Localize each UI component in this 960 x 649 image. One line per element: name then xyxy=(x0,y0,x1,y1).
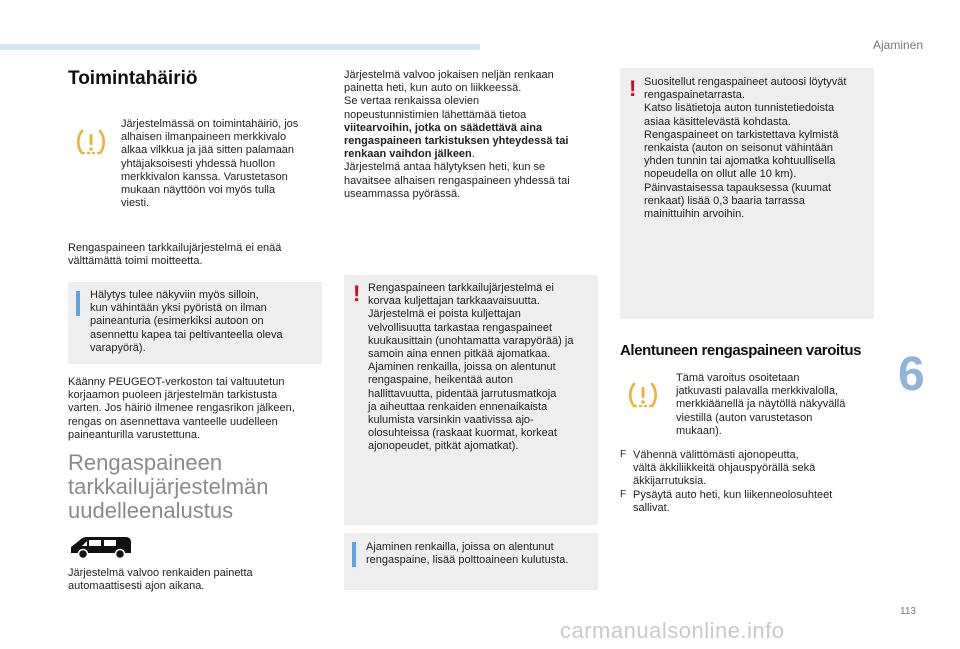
warning-text-malfunction: Järjestelmässä on toimintahäiriö, jos alhaisen ilmanpaineen merkkivalo alkaa vilkkua ja jää sitten palamaan yhtäjaksoisesti yhdessä huollon merkkivalon kanssa. Varustetason mukaan näyttöön voi myös tulla viesti. xyxy=(121,118,299,210)
bullet-marker: F xyxy=(620,488,627,500)
monitoring-text-b: . Järjestelmä antaa hälytyksen heti, kun se havaitsee alhaisen rengaspaineen yhdessä tai useammassa pyörässä. xyxy=(344,148,570,200)
page-number: 113 xyxy=(900,606,916,617)
header-bar xyxy=(0,44,480,50)
reset-description: Järjestelmä valvoo renkaiden painetta automaattisesti ajon aikana. xyxy=(68,567,253,593)
warning-box-pressures xyxy=(620,68,874,319)
info-text-alert: Hälytys tulee näkyviin myös silloin, kun vähintään yksi pyöristä on ilman paineanturia (esimerkiksi autoon on asennettu kapea tai peltivanteella oleva varapyörä). xyxy=(90,289,283,354)
info-box-alert xyxy=(68,282,322,364)
paragraph-contact-network: Käänny PEUGEOT-verkoston tai valtuutetun korjaamon puoleen järjestelmän tarkistusta varten. Jos häiriö ilmenee rengasrikon jälkeen, rengas on asennettava vanteelle uudelleen paineanturilla varustettuna. xyxy=(68,376,295,441)
exclamation-icon: ! xyxy=(629,76,637,101)
reset-title-line1: Rengaspaineen xyxy=(68,450,223,475)
paragraph-system-monitoring xyxy=(344,69,602,201)
info-text-fuel: Ajaminen renkailla, joissa on alentunut rengaspaine, lisää polttoaineen kulutusta. xyxy=(366,541,569,567)
bullet-text-stop-car: Pysäytä auto heti, kun liikenneolosuhteet sallivat. xyxy=(633,488,833,514)
list-item xyxy=(620,449,876,489)
watermark: carmanualsonline.info xyxy=(560,618,785,643)
warning-box-driver xyxy=(344,275,598,525)
low-pressure-description: Tämä varoitus osoitetaan jatkuvasti palavalla merkkivalolla, merkkiäänellä ja näytöllä näkyvällä viestillä (auton varustetason mukaan). xyxy=(676,372,846,437)
exclamation-icon: ! xyxy=(353,281,361,306)
monitoring-text-bold: viitearvoihin, jotka on säädettävä aina rengaspaineen tarkistuksen yhteydessä tai renkaan vaihdon jälkeen xyxy=(344,121,569,161)
tyre-pressure-warning-icon xyxy=(628,380,658,410)
bullet-marker: F xyxy=(620,449,627,460)
list-item xyxy=(620,489,876,515)
bullet-text-reduce-speed: Vähennä välittömästi ajonopeutta, vältä äkkiliikkeitä ohjauspyörällä sekä äkkijarrutuksia. xyxy=(633,449,816,488)
section-heading-reset xyxy=(68,451,328,523)
section-title: Ajaminen xyxy=(873,38,924,52)
info-box-fuel xyxy=(344,533,598,590)
reset-title-line2: tarkkailujärjestelmän xyxy=(68,474,269,499)
info-icon xyxy=(352,542,356,567)
section-heading-low-pressure: Alentuneen rengaspaineen varoitus xyxy=(620,342,862,359)
paragraph-system-reliability: Rengaspaineen tarkkailujärjestelmä ei enää välttämättä toimi moitteetta. xyxy=(68,242,282,268)
warning-text-pressures: Suositellut rengaspaineet autoosi löytyvät rengaspainetarrasta. Katso lisätietoja auton tunnistetiedoista asiaa käsittelevästä kohdasta. Rengaspaineet on tarkistettava kylmistä renkaista (auton on seisonut vähintään yhden tunnin tai ajomatka kohtuullisella nopeudella on ollut alle 10 km). Päinvastaisessa tapauksessa (kuumat renkaat) lisää 0,3 baaria tarrassa mainittuihin arvoihin. xyxy=(644,76,847,221)
warning-text-driver: Rengaspaineen tarkkailujärjestelmä ei korvaa kuljettajan tarkkaavaisuutta. Järjestelmä ei poista kuljettajan velvollisuutta tarkastaa rengaspaineet kuukausittain (unohtamatta varapyörää) ja samoin aina ennen pitkää ajomatkaa. Ajaminen renkailla, joissa on alentunut rengaspaine, heikentää auton hallittavuutta, pidentää jarrutusmatkoja ja aiheuttaa renkaiden ennenaikaista kulumista varsinkin vaativissa ajo- olosuhteissa (raskaat kuormat, korkeat ajonopeudet, pitkät ajomatkat). xyxy=(368,282,574,453)
section-heading-malfunction: Toimintahäiriö xyxy=(68,68,198,89)
chapter-number: 6 xyxy=(898,348,925,401)
tyre-pressure-warning-icon xyxy=(76,127,106,157)
reset-title-line3: uudelleenalustus xyxy=(68,498,234,523)
monitoring-text-a: Järjestelmä valvoo jokaisen neljän renkaan painetta heti, kun auto on liikkeessä. Se vertaa renkaissa olevien nopeustunnistimien lähettämää tietoa xyxy=(344,69,554,121)
car-icon xyxy=(68,534,134,560)
bullet-list-actions xyxy=(620,449,876,515)
info-icon xyxy=(76,291,80,316)
